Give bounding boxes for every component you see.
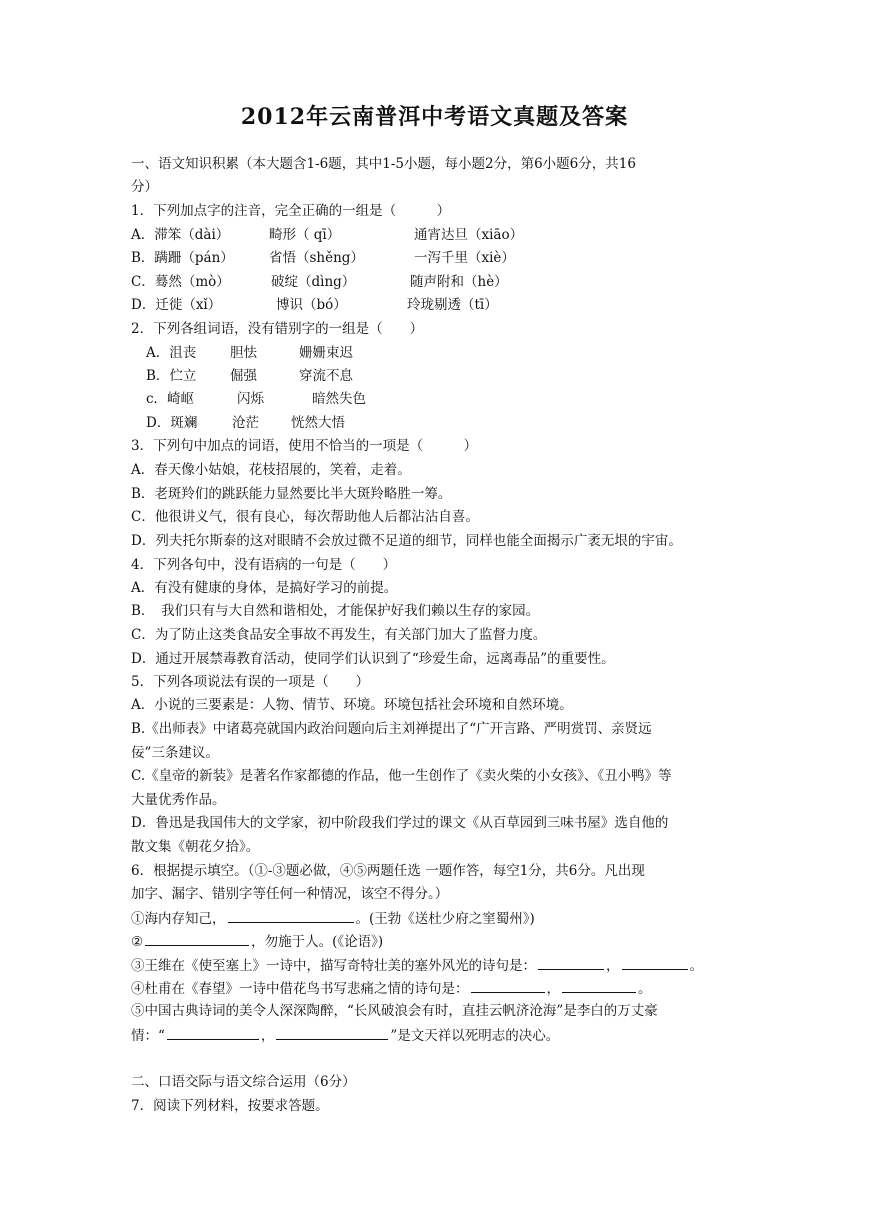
- q5-stem: 5．下列各项说法有误的一项是（ ）: [131, 674, 370, 690]
- option-word: 沧茫: [232, 415, 259, 431]
- option-word: 姗姗束迟: [299, 345, 353, 361]
- option-word: A．滞笨（dài）: [131, 227, 230, 243]
- q2-option-a: [146, 343, 353, 363]
- q6-item5: ⑤中国古典诗词的美令人深深陶醉，“长风破浪会有时，直挂云帆济沧海”是李白的万丈豪: [131, 1003, 658, 1019]
- option-word: A．沮丧: [146, 345, 197, 361]
- option-word: 博识（bó）: [276, 297, 347, 313]
- q5-option-c: C.《皇帝的新装》是著名作家都德的作品，他一生创作了《卖火柴的小女孩》、《丑小鸭》等: [131, 768, 672, 784]
- answer-blank[interactable]: [145, 931, 249, 946]
- option-word: 破绽（dìng）: [271, 274, 356, 290]
- answer-blank[interactable]: [622, 955, 688, 970]
- option-word: 通宵达旦（xiāo）: [414, 227, 524, 243]
- option-word: 穿流不息: [299, 368, 353, 384]
- q1-option-d: [131, 295, 498, 315]
- q4-stem: 4．下列各句中，没有语病的一句是（ ）: [131, 557, 397, 573]
- item-text: ，: [260, 1028, 275, 1044]
- answer-blank[interactable]: [471, 978, 545, 993]
- q5-option-b-cont: 佞”三条建议。: [131, 745, 219, 761]
- answer-blank[interactable]: [276, 1025, 388, 1040]
- option-word: B．蹒跚（pán）: [131, 250, 234, 266]
- q1-option-c: [131, 272, 508, 292]
- option-word: C．蓦然（mò）: [131, 274, 230, 290]
- q4-option-a: A．有没有健康的身体，是搞好学习的前提。: [131, 580, 398, 596]
- q6-item3: [131, 955, 703, 976]
- q1-option-a: [131, 225, 524, 245]
- item-text: ，: [606, 958, 620, 974]
- option-word: 胆怯: [230, 345, 257, 361]
- option-word: 一泻千里（xiè）: [414, 250, 515, 266]
- q6-item4: [131, 978, 652, 999]
- q6-item1: [131, 908, 535, 929]
- item-text: 。: [638, 981, 652, 997]
- item-text: ，勿施于人。(《论语》): [251, 934, 384, 950]
- q5-option-d: D．鲁迅是我国伟大的文学家，初中阶段我们学过的课文《从百草园到三味书屋》选自他的: [131, 815, 669, 831]
- q3-option-a: A．春天像小姑娘，花枝招展的，笑着，走着。: [131, 462, 411, 478]
- option-word: 省悟（shěng）: [269, 250, 364, 266]
- q5-option-d-cont: 散文集《朝花夕拾》。: [131, 839, 260, 855]
- q4-option-c: C．为了防止这类食品安全事故不再发生，有关部门加大了监督力度。: [131, 627, 547, 643]
- option-word: 恍然大悟: [291, 415, 345, 431]
- q6-item5-cont: [131, 1025, 559, 1046]
- q5-option-c-cont: 大量优秀作品。: [131, 792, 226, 808]
- section2-heading: 二、口语交际与语文综合运用（6分）: [131, 1074, 356, 1090]
- q6-stem: 6．根据提示填空。（①-③题必做，④⑤两题任选 一题作答，每空1分，共6分。凡出现: [131, 863, 645, 879]
- q3-option-c: C．他很讲义气，很有良心，每次帮助他人后都沾沾自喜。: [131, 509, 479, 525]
- option-word: 倔强: [230, 368, 257, 384]
- q5-option-b: B.《出师表》中诸葛亮就国内政治问题向后主刘禅提出了“广开言路、严明赏罚、亲贤远: [131, 721, 652, 737]
- item-text: 情：“: [131, 1028, 165, 1044]
- option-word: c．崎岖: [146, 391, 195, 407]
- q6-stem-cont: 加字、漏字、错别字等任何一种情况，该空不得分。）: [131, 886, 449, 902]
- q2-option-b: [146, 366, 353, 386]
- answer-blank[interactable]: [562, 978, 636, 993]
- answer-blank[interactable]: [538, 955, 604, 970]
- option-word: B．伫立: [146, 368, 197, 384]
- q3-option-b: B．老斑羚们的跳跃能力显然要比半大斑羚略胜一筹。: [131, 486, 452, 502]
- q2-stem: 2．下列各组词语，没有错别字的一组是（ ）: [131, 321, 424, 337]
- section1-heading: 一、语文知识积累（本大题含1-6题，其中1-5小题，每小题2分，第6小题6分，共16: [131, 156, 636, 172]
- q1-stem: 1．下列加点字的注音，完全正确的一组是（ ）: [131, 203, 451, 219]
- item-text: ”是文天祥以死明志的决心。: [390, 1028, 560, 1044]
- item-text: ③王维在《使至塞上》一诗中，描写奇特壮美的塞外风光的诗句是：: [131, 958, 536, 974]
- document-title: 2012年云南普洱中考语文真题及答案: [240, 104, 629, 130]
- q5-option-a: A．小说的三要素是：人物、情节、环境。环境包括社会环境和自然环境。: [131, 697, 573, 713]
- option-word: 随声附和（hè）: [410, 274, 508, 290]
- q1-option-b: [131, 248, 515, 268]
- option-word: 畸形（ qī）: [269, 227, 341, 243]
- q3-option-d: D．列夫托尔斯泰的这对眼睛不会放过微不足道的细节，同样也能全面揭示广袤无垠的宇宙。: [131, 533, 682, 549]
- q6-item2: [131, 931, 383, 952]
- q2-option-d: [146, 413, 345, 433]
- item-text: 。(王勃《送杜少府之窐蜀州》): [355, 911, 535, 927]
- q7-stem: 7．阅读下列材料，按要求答题。: [131, 1098, 329, 1114]
- q3-stem: 3．下列句中加点的词语，使用不恰当的一项是（ ）: [131, 438, 478, 454]
- item-text: ②: [131, 934, 144, 950]
- item-text: ①海内存知己，: [131, 911, 226, 927]
- item-text: 。: [689, 958, 703, 974]
- option-word: 闪烁: [237, 391, 264, 407]
- option-word: 玲珑剔透（tī）: [407, 297, 498, 313]
- answer-blank[interactable]: [167, 1025, 259, 1040]
- q4-option-b: B． 我们只有与大自然和谐相处，才能保护好我们赖以生存的家园。: [131, 603, 540, 619]
- item-text: ④杜甫在《春望》一诗中借花鸟书写悲痛之情的诗句是：: [131, 981, 469, 997]
- option-word: 暗然失色: [312, 391, 366, 407]
- answer-blank[interactable]: [228, 908, 354, 923]
- item-text: ，: [546, 981, 560, 997]
- option-word: D．迁徙（xǐ）: [131, 297, 222, 313]
- section1-heading-cont: 分）: [131, 179, 158, 195]
- option-word: D．斑斓: [146, 415, 198, 431]
- q2-option-c: [146, 389, 366, 409]
- q4-option-d: D．通过开展禁毒教育活动，使同学们认识到了“珍爱生命，远离毒品”的重要性。: [131, 651, 615, 667]
